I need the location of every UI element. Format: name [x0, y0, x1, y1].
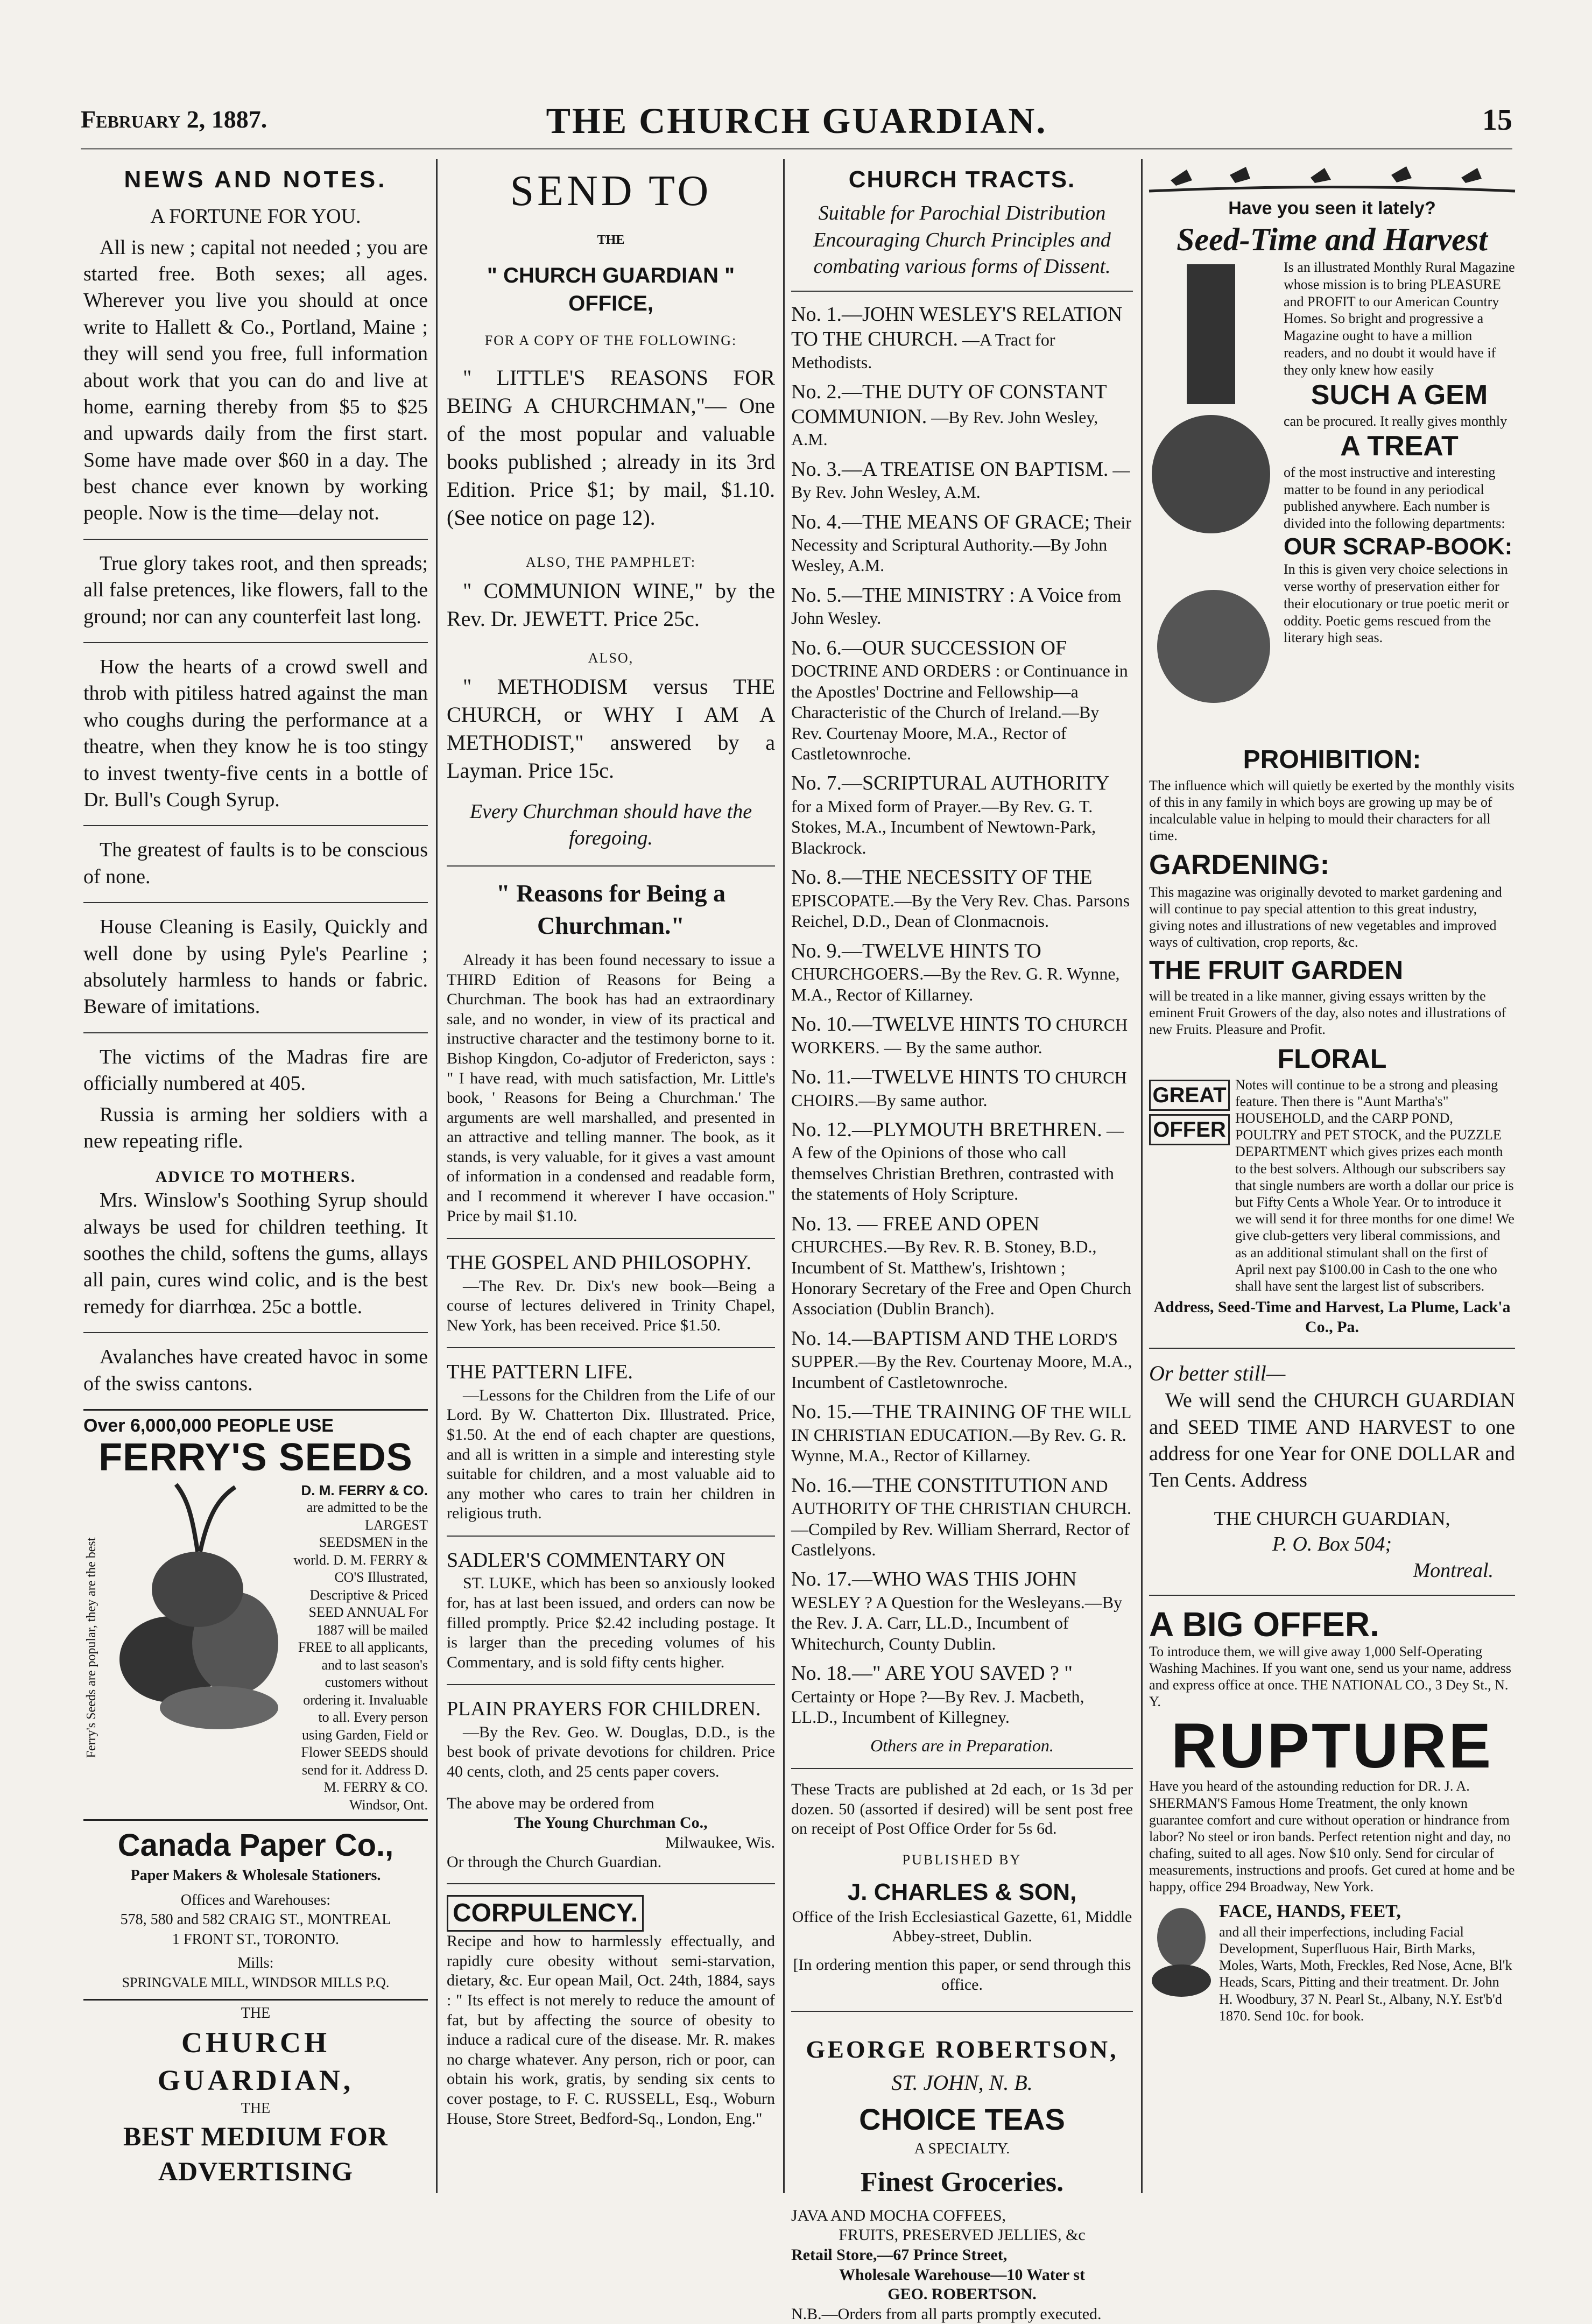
tract-description: —By Rev. John Wesley, A.M. [791, 460, 1130, 502]
ad-best-medium: BEST MEDIUM FOR ADVERTISING [123, 2121, 388, 2186]
tract-description: Their Necessity and Scriptural Authority.—By John Wesley, A.M. [791, 512, 1131, 575]
through-guardian: Or through the Church Guardian. [447, 1853, 662, 1871]
floral-text: Notes will continue to be a strong and pleasing feature. Then there is "Aunt Martha's" HOUSEHOLD, and the CARP POND, POULTRY and PET STOCK, and the PUZZLE DEPARTMENT which gives prizes each month to the best solvers. Although our subscribers say that single numbers are worth a dollar our price is but Fifty Cents a Whole Year. Or to introduce it we will send it for three months for one dime! We give club-getters very liberal commissions, and as an additional stimulant shall on the first of April next pay $100.00 in Cash to the one who shall have sent the largest list of subscribers. [1235, 1076, 1514, 1294]
publisher-address: Office of the Irish Ecclesiastical Gazette, 61, Middle Abbey-street, Dublin. [792, 1907, 1132, 1946]
better-still: Or better still— [1149, 1361, 1286, 1386]
tracts-heading: CHURCH TRACTS. [848, 166, 1076, 193]
tracts-subtitle: Suitable for Parochial Distribution Encouraging Church Principles and combating various forms of Dissent. [813, 202, 1111, 278]
young-churchman: The Young Churchman Co., [514, 1814, 708, 1832]
pattern-title: THE PATTERN LIFE. [447, 1361, 633, 1384]
fruit-garden: THE FRUIT GARDEN [1149, 956, 1403, 985]
tract-description: AND AUTHORITY OF THE CHRISTIAN CHURCH.—Compiled by Rev. William Sherrard, Rector of Castlelyons. [791, 1476, 1132, 1559]
pattern-text: —Lessons for the Children from the Life of our Lord. By W. Chatterton Dix. Illustrated. Price, $1.50. At the end of each chapter are questions, and all is written in a simple and interesting style suitable for children, and a most valuable aid to any mother who cares to train her children in religious truth. [447, 1386, 775, 1523]
column-rule [1141, 159, 1143, 2193]
tract-title: No. 16.—THE CONSTITUTION [791, 1474, 1067, 1497]
masthead [81, 100, 1512, 150]
seed-address: Address, Seed-Time and Harvest, La Plume, Lack'a Co., Pa. [1153, 1298, 1511, 1336]
tract-description: DOCTRINE AND ORDERS : or Continuance in the Apostles' Doctrine and Fellowship—a Characteristic of the Church of Ireland.—By Rev. Courtenay Moore, M.A., Rector of Castletownroche. [791, 661, 1128, 764]
others-in-preparation: Others are in Preparation. [870, 1736, 1054, 1756]
corpulency-title: CORPULENCY. [447, 1895, 644, 1932]
avalanche-note: Avalanches have created havoc in some of the swiss cantons. [83, 1346, 428, 1395]
tract-description: THE WILL IN CHRISTIAN EDUCATION.—By Rev. G. R. Wynne, M.A., Rector of Killarney. [791, 1403, 1131, 1466]
russia-note: Russia is arming her soldiers with a new repeating rifle. [83, 1103, 428, 1152]
tract-item [791, 380, 1133, 450]
ferry-side-text: Ferry's Seeds are popular, they are the best [84, 1537, 98, 1758]
newspaper-title: THE CHURCH GUARDIAN. [546, 100, 1047, 141]
send-to-the: THE [597, 233, 625, 247]
tract-title: No. 17.—WHO WAS THIS JOHN [791, 1568, 1077, 1591]
wholesale-warehouse: Wholesale Warehouse—10 Water st [839, 2265, 1085, 2284]
gospel-text: —The Rev. Dr. Dix's new book—Being a course of lectures delivered in Trinity Chapel, New York, has been received. Price $1.50. [447, 1277, 775, 1334]
crowd-note: How the hearts of a crowd swell and throb with pitiless hatred against the man who coughs during the performance at a theatre, when they know he is too stingy to invest twenty-five cents in a bottle of Dr. Bull's Cough Syrup. [83, 656, 428, 811]
choice-teas: CHOICE TEAS [859, 2102, 1065, 2136]
column-news [83, 159, 428, 2204]
tract-description: —A few of the Opinions of those who call themselves Christian Brethren, contrasted with the statements of Holy Scripture. [791, 1120, 1124, 1204]
canada-offices: Offices and Warehouses: [180, 1892, 331, 1909]
tract-description: LORD'S SUPPER.—By the Rev. Courtenay Moore, M.A., Incumbent of Castletownroche. [791, 1329, 1132, 1392]
reasons-text: Already it has been found necessary to issue a THIRD Edition of Reasons for Being a Churchman. The book has had an extraordinary sale, and no wonder, in view of its practical and instructive character and the testimony borne to it. Bishop Kingdon, Co-adjutor of Fredericton, says : " I have read, with much satisfaction, Mr. Little's book, ' Reasons for Being a Churchman.' The arguments are well marshalled, and presented in an attractive and telling manner. The book, as it stands, is very valuable, for it gives a vast amount of information in a condensed and readable form, and I recommend it wherever I have occasion." Price by mail $1.10. [447, 950, 775, 1225]
specialty: A SPECIALTY. [914, 2140, 1010, 2157]
face-portrait [1149, 1900, 1214, 1991]
rupture: RUPTURE [1171, 1710, 1494, 1782]
tract-description: Certainty or Hope ?—By Rev. J. Macbeth, LL.D., Incumbent of Killegney. [791, 1686, 1084, 1727]
retail-store: Retail Store,—67 Prince Street, [791, 2245, 1008, 2264]
seed-text: Is an illustrated Monthly Rural Magazine whose mission is to bring PLEASURE and PROFIT to our American Country Homes. So bright and progressive a Magazine ought to have a million readers, and no doubt it would have if they only knew how easily [1284, 259, 1515, 378]
face-hands-feet: FACE, HANDS, FEET, [1219, 1901, 1401, 1921]
glory-note: True glory takes root, and then spreads; all false pretences, like flowers, fall to the ground; nor can any counterfeit last long. [83, 552, 428, 628]
canada-addr2: 1 FRONT ST., TORONTO. [172, 1931, 340, 1948]
tract-description: CHURCHES.—By Rev. R. B. Stoney, B.D., Incumbent of St. Matthew's, Irishtown ; Honorary Secretary of the Free and Open Church Association (Dublin Branch). [791, 1237, 1131, 1319]
great-badge: GREAT [1149, 1080, 1230, 1111]
published-by: PUBLISHED BY [902, 1851, 1022, 1868]
faults-note: The greatest of faults is to be conscious of none. [83, 839, 428, 888]
divider [447, 1536, 775, 1537]
such-a-gem: SUCH A GEM [1311, 379, 1488, 411]
have-you-seen: Have you seen it lately? [1228, 198, 1436, 219]
tract-title: No. 14.—BAPTISM AND THE [791, 1327, 1054, 1350]
montreal: Montreal. [1413, 1559, 1494, 1582]
tract-item [791, 457, 1133, 503]
robertson-name: GEORGE ROBERTSON, [806, 2036, 1118, 2064]
divider [83, 902, 428, 903]
methodism: " METHODISM versus THE CHURCH, or WHY I AM A METHODIST," answered by a Layman. Price 15c. [447, 674, 775, 783]
tract-item [791, 636, 1133, 764]
finest-groceries: Finest Groceries. [860, 2167, 1064, 2198]
tract-title: No. 5.—THE MINISTRY : A Voice [791, 583, 1083, 607]
divider [1149, 1595, 1515, 1596]
big-offer-text: To introduce them, we will give away 1,000 Self-Operating Washing Machines. If you want one, send us your name, address and express office at once. THE NATIONAL CO., 3 Dey St., N. Y. [1149, 1643, 1512, 1710]
church-guardian-ad [83, 1999, 428, 2188]
tract-item [791, 302, 1133, 372]
tract-title: No. 12.—PLYMOUTH BRETHREN. [791, 1118, 1102, 1141]
divider [83, 1032, 428, 1033]
every-churchman: Every Churchman should have the foregoing. [469, 800, 752, 849]
tract-item [791, 939, 1133, 1005]
ad-the: THE [241, 2005, 271, 2022]
ferry-title: FERRY'S SEEDS [98, 1436, 413, 1480]
tract-title: No. 18.—" ARE YOU SAVED ? " [791, 1662, 1073, 1685]
divider [83, 642, 428, 643]
tract-item [791, 1400, 1133, 1466]
offer-badge: OFFER [1149, 1114, 1230, 1145]
fruits-jellies: FRUITS, PRESERVED JELLIES, &c [839, 2226, 1086, 2244]
page-number: 15 [1482, 103, 1512, 137]
divider [1149, 1348, 1515, 1349]
divider [447, 1238, 775, 1239]
column-seed-time [1149, 159, 1515, 2204]
plain-prayers-title: PLAIN PRAYERS FOR CHILDREN. [447, 1698, 761, 1721]
ad-church-guardian: CHURCH GUARDIAN, [157, 2026, 354, 2097]
little-reasons: " LITTLE'S REASONS FOR BEING A CHURCHMAN,"— One of the most popular and valuable books published ; already in its 3rd Edition. Price $1; by mail, $1.10. (See notice on page 12). [447, 365, 775, 530]
tract-item [791, 1474, 1133, 1560]
send-to-heading: SEND TO [510, 167, 712, 215]
canada-paper-ad [83, 1819, 428, 1991]
corpulency-text: Recipe and how to harmlessly effectually, and rapidly cure obesity without semi-starvation, dietary, &c. Eur opean Mail, Oct. 24th, 1884, says : " Its effect is not merely to reduce the amount of fat, but by affecting the source of obesity to induce a radical cure of the disease. Mr. R. makes no charge whatever. Any person, rich or poor, can obtain his work, gratis, by sending six cents to cover postage, to F. C. RUSSELL, Esq., Woburn House, Store Street, Bedford-Sq., London, Eng." [447, 1932, 775, 2128]
divider [447, 865, 775, 867]
geo-robertson: GEO. ROBERTSON. [887, 2285, 1037, 2304]
tract-description: EPISCOPATE.—By the Very Rev. Chas. Parsons Reichel, D.D., Dean of Clonmacnois. [791, 890, 1130, 931]
divider [791, 1768, 1133, 1769]
nb-orders: N.B.—Orders from all parts promptly executed. [791, 2305, 1102, 2323]
tract-title: No. 7.—SCRIPTURAL AUTHORITY [791, 772, 1110, 795]
divider [83, 1332, 428, 1333]
divider [447, 1684, 775, 1685]
st-john: ST. JOHN, N. B. [891, 2071, 1033, 2095]
issue-date: February 2, 1887. [81, 105, 267, 133]
ferry-text: are admitted to be the LARGEST SEEDSMEN in the world. D. M. FERRY & CO'S Illustrated, Descriptive & Priced SEED ANNUAL For 1887 will be mailed FREE to all applicants, and to last season's customers without ordering it. Invaluable to all. Every person using Garden, Field or Flower SEEDS should send for it. Address D. M. FERRY & CO. Windsor, Ont. [293, 1499, 428, 1813]
gardening: GARDENING: [1149, 849, 1330, 881]
tract-title: No. 3.—A TREATISE ON BAPTISM. [791, 457, 1109, 481]
tract-description: —By Rev. John Wesley, A.M. [791, 407, 1098, 449]
tract-description: —A Tract for Methodists. [791, 329, 1055, 372]
prohibition-text: The influence which will quietly be exerted by the monthly visits of this in any family in which boys are growing up may be of incalculable value in helping to mould their characters for all time. [1149, 777, 1514, 844]
prohibition: PROHIBITION: [1243, 745, 1421, 774]
birds-illustration [1149, 159, 1515, 196]
tract-title: No. 10.—TWELVE HINTS TO [791, 1012, 1052, 1036]
gardening-text: This magazine was originally devoted to market gardening and will continue to pay special attention to this great industry, giving notes and illustrations of new vegetables and improved ways of cultivation, crop reports, &c. [1149, 884, 1502, 950]
for-copy: FOR A COPY OF THE FOLLOWING: [484, 333, 737, 349]
divider [447, 1347, 775, 1348]
madras-note: The victims of the Madras fire are officially numbered at 405. [83, 1045, 428, 1095]
tract-title: No. 2.—THE DUTY OF CONSTANT COMMUNION. [791, 380, 1107, 428]
advice-text: Mrs. Winslow's Soothing Syrup should always be used for children teething. It soothes the child, softens the gums, allays all pain, cures wind colic, and is the best remedy for diarrhœa. 25c a bottle. [83, 1189, 428, 1318]
tract-title: No. 8.—THE NECESSITY OF THE [791, 866, 1093, 889]
divider [83, 825, 428, 826]
tract-description: CHURCH CHOIRS.—By same author. [791, 1067, 1127, 1110]
tract-item [791, 1661, 1133, 1727]
tract-description: CHURCHGOERS.—By the Rev. G. R. Wynne, M.A., Rector of Killarney. [791, 964, 1120, 1004]
ad-is: THE [241, 2100, 271, 2117]
tract-title: No. 4.—THE MEANS OF GRACE; [791, 510, 1090, 533]
ferry-over: Over 6,000,000 PEOPLE USE [83, 1415, 334, 1436]
tracts-price: These Tracts are published at 2d each, or 1s 3d per dozen. 50 (assorted if desired) will be sent post free on receipt of Post Office Order for 5s 6d. [791, 1780, 1133, 1838]
tract-item [791, 1065, 1133, 1110]
tract-item [791, 1012, 1133, 1058]
tract-item [791, 1212, 1133, 1319]
sadler-text: ST. LUKE, which has been so anxiously looked for, has at last been issued, and orders can now be filled promptly. Price $2.42 including postage. It is larger than the preceding volumes of his Commentary, and is sold fifty cents higher. [447, 1574, 775, 1671]
tract-title: No. 1.—JOHN WESLEY'S RELATION TO THE CHURCH. [791, 303, 1123, 350]
publisher-name: J. CHARLES & SON, [847, 1878, 1077, 1905]
ordering-note: [In ordering mention this paper, or send through this office. [793, 1956, 1131, 1994]
treat-text: of the most instructive and interesting matter to be found in any periodical published anywhere. Each number is divided into the following departments: [1284, 464, 1505, 531]
fortune-title: A FORTUNE FOR YOU. [150, 205, 361, 228]
tract-title: No. 9.—TWELVE HINTS TO [791, 939, 1041, 962]
seed-time-title: Seed-Time and Harvest [1177, 222, 1488, 258]
milwaukee: Milwaukee, Wis. [665, 1833, 775, 1851]
po-box: P. O. Box 504; [1272, 1532, 1392, 1555]
combined-offer: We will send the CHURCH GUARDIAN and SEED TIME AND HARVEST to one address for one Year for ONE DOLLAR and Ten Cents. Address [1149, 1389, 1515, 1492]
gospel-title: THE GOSPEL AND PHILOSOPHY. [447, 1251, 751, 1274]
plain-prayers-text: —By the Rev. Geo. W. Douglas, D.D., is the best book of private devotions for children. Price 40 cents, cloth, and 25 cents paper covers. [447, 1723, 775, 1780]
canada-addr1: 578, 580 and 582 CRAIG ST., MONTREAL [120, 1911, 391, 1928]
divider [791, 2011, 1133, 2012]
divider [447, 1883, 775, 1884]
tract-item [791, 1118, 1133, 1205]
ferry-company: D. M. FERRY & CO. [301, 1482, 428, 1498]
tract-list [791, 302, 1133, 1727]
cleaning-note: House Cleaning is Easily, Quickly and well done by using Pyle's Pearline ; absolutely harmless to hands or fabric. Beware of imitations. [83, 915, 428, 1018]
news-heading: NEWS AND NOTES. [124, 166, 388, 193]
tract-description: WESLEY ? A Question for the Wesleyans.—By the Rev. J. A. Carr, LL.D., Incumbent of Whitechurch, County Dublin. [791, 1592, 1123, 1653]
fruit-text: will be treated in a like manner, giving essays written by the eminent Fruit Growers of the day, also notes and illustrations of new Fruits. Pleasure and Profit. [1149, 988, 1506, 1038]
canada-mill2: SPRINGVALE MILL, WINDSOR MILLS P.Q. [122, 1974, 390, 1990]
tract-title: No. 6.—OUR SUCCESSION OF [791, 636, 1067, 659]
tract-title: No. 13. — FREE AND OPEN [791, 1212, 1040, 1235]
ferry-ad [83, 1409, 428, 1814]
column-rule [783, 159, 785, 2193]
tract-title: No. 11.—TWELVE HINTS TO [791, 1065, 1051, 1088]
column-send-to [447, 159, 775, 2204]
advice-title: ADVICE TO MOTHERS. [155, 1168, 356, 1186]
guardian-address: THE CHURCH GUARDIAN, [1214, 1507, 1450, 1529]
reasons-title: " Reasons for Being a Churchman." [496, 879, 725, 940]
divider [791, 291, 1133, 292]
tract-description: from John Wesley. [791, 586, 1122, 628]
ordered-from: The above may be ordered from [447, 1794, 654, 1812]
gem-text: can be procured. It really gives monthly [1284, 413, 1508, 429]
fortune-text: All is new ; capital not needed ; you are started free. Both sexes; all ages. Wherever you live you should at once write to Hallett & Co., Portland, Maine ; they will send you free, full information about work that you can do and live at home, earning thereby from $5 to $25 and upwards daily from the first start. Some have made over $60 in a day. The best chance ever known by working people. Now is the time—delay not. [83, 236, 428, 525]
canada-sub: Paper Makers & Wholesale Stationers. [130, 1867, 381, 1884]
column-rule [436, 159, 438, 2193]
farmer-illustration [1149, 259, 1278, 743]
tract-item [791, 1327, 1133, 1392]
tract-description: CHURCH WORKERS. — By the same author. [791, 1015, 1128, 1057]
tract-item [791, 1567, 1133, 1654]
column-tracts [791, 159, 1133, 2323]
scrap-book: OUR SCRAP-BOOK: [1284, 533, 1513, 560]
canada-mills: Mills: [237, 1955, 274, 1972]
tract-item [791, 771, 1133, 858]
floral: FLORAL [1277, 1043, 1387, 1074]
tract-title: No. 15.—THE TRAINING OF [791, 1400, 1047, 1424]
tract-item [791, 865, 1133, 931]
canada-title: Canada Paper Co., [117, 1828, 394, 1863]
rupture-text: Have you heard of the astounding reduction for DR. J. A. SHERMAN'S Famous Home Treatment, the only known guarantee comfort and cure without operation or hindrance from labor? No steel or iron bands. Perfect retention night and day, no chafing, suited to all ages. Now $10 only. Send for circular of measurements, instructions and proofs. Get cured at home and be happy, office 294 Broadway, New York. [1149, 1778, 1515, 1895]
office-title: " CHURCH GUARDIAN " OFFICE, [487, 264, 735, 316]
tract-description: for a Mixed form of Prayer.—By Rev. G. T. Stokes, M.A., Incumbent of Newtown-Park, Blackrock. [791, 797, 1096, 857]
also-label: ALSO, [588, 650, 634, 666]
a-treat: A TREAT [1340, 431, 1459, 462]
divider [83, 539, 428, 540]
face-text: and all their imperfections, including Facial Development, Superfluous Hair, Birth Marks, Moles, Warts, Moth, Freckles, Red Nose, Acne, Bl'k Heads, Scars, Pitting and their treatment. Dr. John H. Woodbury, 37 N. Pearl St., Albany, N.Y. Est'b'd 1870. Send 10c. for book. [1219, 1924, 1512, 2024]
java-mocha: JAVA AND MOCHA COFFEES, [791, 2206, 1006, 2224]
tract-item [791, 583, 1133, 629]
onion-illustration [111, 1482, 284, 1735]
sadler-title: SADLER'S COMMENTARY ON [447, 1548, 725, 1572]
big-offer: A BIG OFFER. [1149, 1605, 1379, 1644]
scrap-text: In this is given very choice selections in verse worthy of preservation either for their elocutionary or true poetic merit or oddity. Poetic gems rescued from the literary high seas. [1284, 561, 1509, 646]
also-pamphlet: ALSO, THE PAMPHLET: [525, 554, 696, 570]
tract-item [791, 510, 1133, 576]
communion-wine: " COMMUNION WINE," by the Rev. Dr. JEWETT. Price 25c. [447, 578, 775, 631]
